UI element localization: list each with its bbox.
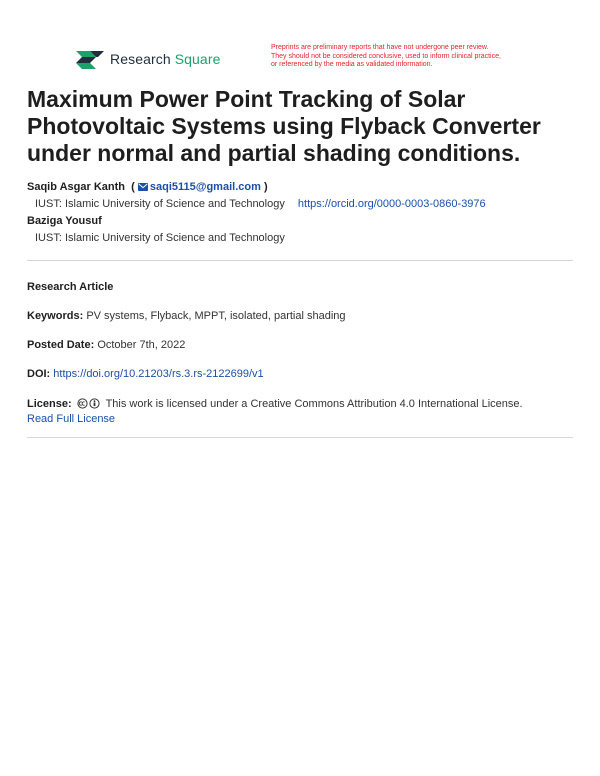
author-email-link[interactable]: saqi5115@gmail.com [149, 181, 261, 193]
article-type [27, 280, 577, 295]
author-entry [27, 213, 577, 230]
preprint-disclaimer [271, 44, 541, 70]
disclaimer-line-3: or referenced by the media as validated information. [271, 61, 433, 68]
license-text: This work is licensed under a Creative Commons Attribution 4.0 International License. [105, 398, 523, 410]
read-full-license-link[interactable]: Read Full License [27, 413, 116, 425]
article-type-label: Research Article [27, 281, 114, 293]
creative-commons-icon [77, 398, 101, 409]
author-affiliation: IUST: Islamic University of Science and Technology [35, 232, 285, 244]
author-contact [128, 181, 268, 193]
logo-wordmark [110, 51, 220, 67]
posted-date-row [27, 338, 577, 353]
divider [27, 260, 573, 261]
posted-date-label: Posted Date: [27, 339, 95, 351]
author-entry [27, 179, 577, 196]
logo-text-square: Square [174, 51, 221, 67]
paren-close: ) [263, 181, 268, 193]
author-name: Saqib Asgar Kanth [27, 181, 125, 193]
research-square-logo-icon [76, 48, 104, 70]
author-name: Baziga Yousuf [27, 215, 102, 227]
doi-label: DOI: [27, 368, 51, 380]
paper-title: Maximum Power Point Tracking of Solar Photovoltaic Systems using Flyback Converter under normal and partial shading conditions. [27, 86, 541, 166]
envelope-icon [138, 183, 148, 191]
keywords-row [27, 309, 577, 324]
paren-open: ( [131, 181, 135, 193]
author-list [27, 179, 577, 247]
research-square-logo[interactable] [76, 48, 220, 70]
keywords-label: Keywords: [27, 310, 84, 322]
author-affiliation-row [27, 230, 577, 247]
keywords-value: PV systems, Flyback, MPPT, isolated, partial shading [86, 310, 346, 322]
divider [27, 437, 573, 438]
author-affiliation-row [27, 196, 577, 213]
author-affiliation: IUST: Islamic University of Science and Technology [35, 198, 285, 210]
doi-row [27, 367, 577, 382]
disclaimer-line-1: Preprints are preliminary reports that have not undergone peer review. [271, 44, 489, 51]
posted-date-value: October 7th, 2022 [97, 339, 186, 351]
license-label: License: [27, 398, 72, 410]
logo-text-research: Research [110, 51, 171, 67]
license-row [27, 397, 577, 427]
orcid-link[interactable]: https://orcid.org/0000-0003-0860-3976 [297, 198, 486, 210]
disclaimer-line-2: They should not be considered conclusive, used to inform clinical practice, [271, 52, 501, 60]
doi-link[interactable]: https://doi.org/10.21203/rs.3.rs-2122699/v1 [53, 368, 264, 380]
